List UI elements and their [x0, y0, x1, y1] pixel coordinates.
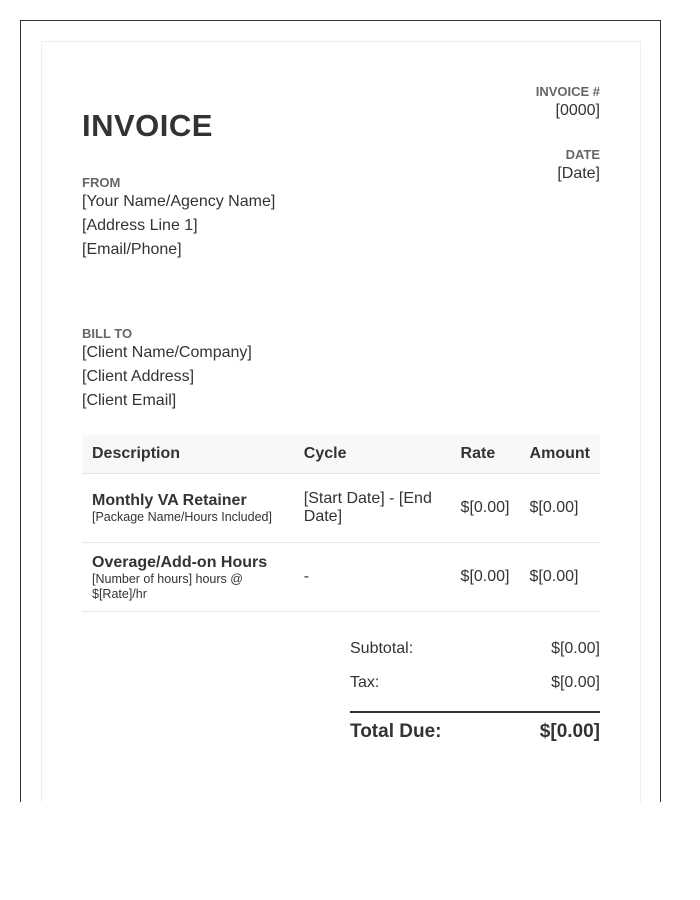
item-name: Monthly VA Retainer	[92, 492, 247, 509]
line-items-table	[82, 435, 600, 612]
subtotal-label: Subtotal:	[350, 640, 414, 657]
header-description: Description	[82, 435, 294, 474]
item-amount: $[0.00]	[520, 543, 600, 612]
tax-block	[350, 674, 600, 692]
from-name: [Your Name/Agency Name]	[82, 193, 276, 210]
header-amount: Amount	[520, 435, 600, 474]
tax-value: $[0.00]	[551, 674, 600, 691]
subtotal-value: $[0.00]	[551, 640, 600, 657]
bill-to-label: BILL TO	[82, 326, 133, 341]
client-address: [Client Address]	[82, 368, 195, 385]
from-section	[82, 175, 275, 262]
item-cycle: -	[294, 543, 451, 612]
invoice-date-block	[557, 147, 600, 185]
item-detail: [Number of hours] hours @ $[Rate]/hr	[92, 571, 243, 601]
total-due-block	[350, 711, 600, 743]
total-due-label: Total Due:	[350, 721, 442, 742]
header-cycle: Cycle	[294, 435, 451, 474]
subtotal-block	[350, 640, 600, 658]
total-due-row	[350, 721, 600, 743]
item-amount: $[0.00]	[520, 474, 600, 543]
invoice-date-value: [Date]	[557, 165, 600, 182]
from-address: [Address Line 1]	[82, 217, 198, 234]
table-row	[82, 474, 600, 543]
tax-row	[350, 674, 600, 692]
table-header-row	[82, 435, 600, 474]
item-name: Overage/Add-on Hours	[92, 553, 268, 571]
client-email: [Client Email]	[82, 392, 177, 409]
invoice-number-label: INVOICE #	[535, 84, 600, 99]
invoice-date-label: DATE	[565, 147, 600, 162]
tax-label: Tax:	[350, 674, 380, 691]
from-label: FROM	[82, 175, 121, 190]
from-contact: [Email/Phone]	[82, 241, 182, 258]
item-detail: [Package Name/Hours Included]	[92, 510, 272, 524]
bill-to-section	[82, 326, 252, 413]
item-rate: $[0.00]	[451, 543, 520, 612]
item-cycle: [Start Date] - [End Date]	[294, 474, 451, 543]
invoice-number-value: [0000]	[555, 102, 600, 119]
item-description-cell	[82, 543, 294, 612]
table-row	[82, 543, 600, 612]
header-rate: Rate	[451, 435, 520, 474]
invoice-title: INVOICE	[82, 108, 213, 143]
invoice-number-block	[536, 84, 600, 122]
client-name: [Client Name/Company]	[82, 344, 252, 361]
total-due-value: $[0.00]	[539, 721, 600, 742]
subtotal-row	[350, 640, 600, 658]
item-rate: $[0.00]	[451, 474, 520, 543]
item-description-cell	[82, 474, 294, 543]
